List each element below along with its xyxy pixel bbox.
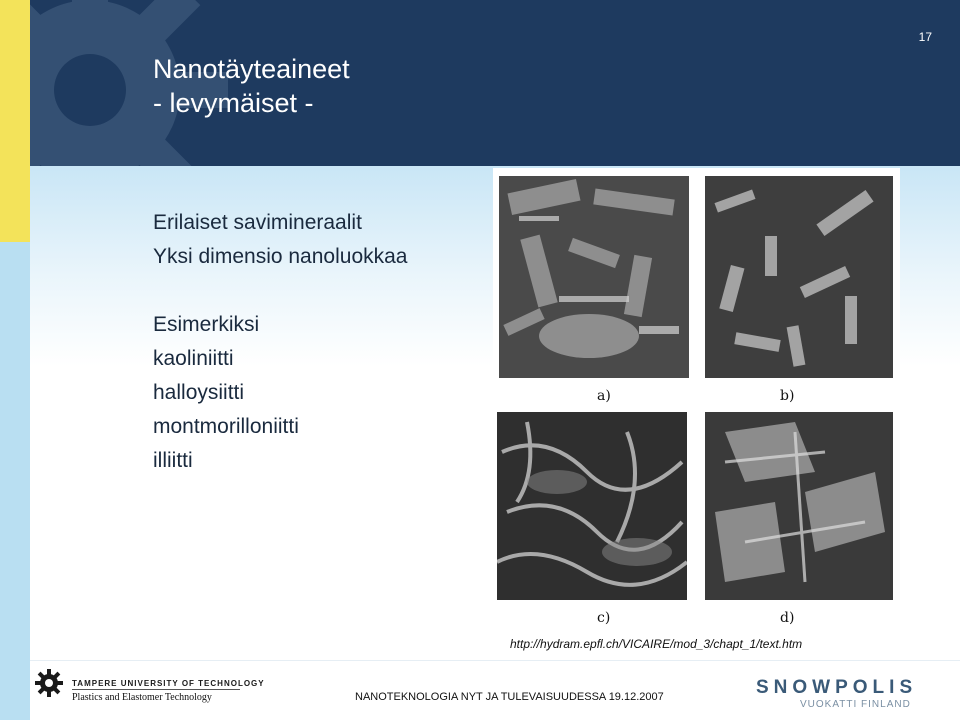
bullet-item: kaoliniitti — [153, 347, 234, 370]
bullet-item: Yksi dimensio nanoluokkaa — [153, 245, 408, 268]
sem-label-d: d) — [780, 610, 795, 626]
title-line-1: Nanotäyteaineet — [153, 54, 350, 84]
university-rule — [72, 689, 240, 690]
page-number: 17 — [918, 30, 932, 44]
partner-logo-text: SNOWPOLIS — [756, 677, 918, 698]
sem-label-b: b) — [780, 388, 795, 404]
footer-event: NANOTEKNOLOGIA NYT JA TULEVAISUUDESSA 19.12.2007 — [355, 691, 664, 703]
sem-image-a — [499, 176, 689, 378]
bullet-item: Esimerkiksi — [153, 313, 260, 336]
university-name: TAMPERE UNIVERSITY OF TECHNOLOGY — [72, 679, 265, 688]
department-name: Plastics and Elastomer Technology — [72, 692, 212, 703]
bullet-item: montmorilloniitti — [153, 415, 299, 438]
sem-image-c — [497, 412, 687, 600]
partner-logo-subtext: VUOKATTI FINLAND — [800, 699, 911, 710]
bullet-item: illiitti — [153, 449, 193, 472]
slide-title — [153, 52, 350, 120]
figure-source-link[interactable]: http://hydram.epfl.ch/VICAIRE/mod_3/chapt_1/text.htm — [510, 637, 803, 651]
tut-logo-icon — [34, 668, 64, 698]
title-line-2: - levymäiset - — [153, 88, 314, 118]
blue-accent-bar — [0, 242, 30, 720]
sem-label-c: c) — [597, 610, 611, 626]
yellow-accent-bar — [0, 0, 30, 242]
footer-divider — [30, 660, 960, 661]
sem-image-b — [705, 176, 893, 378]
bullet-item: Erilaiset savimineraalit — [153, 211, 362, 234]
bullet-list — [153, 206, 407, 478]
sem-label-a: a) — [597, 388, 611, 404]
sem-figure — [493, 168, 900, 638]
sem-image-d — [705, 412, 893, 600]
bullet-item: halloysiitti — [153, 381, 245, 404]
